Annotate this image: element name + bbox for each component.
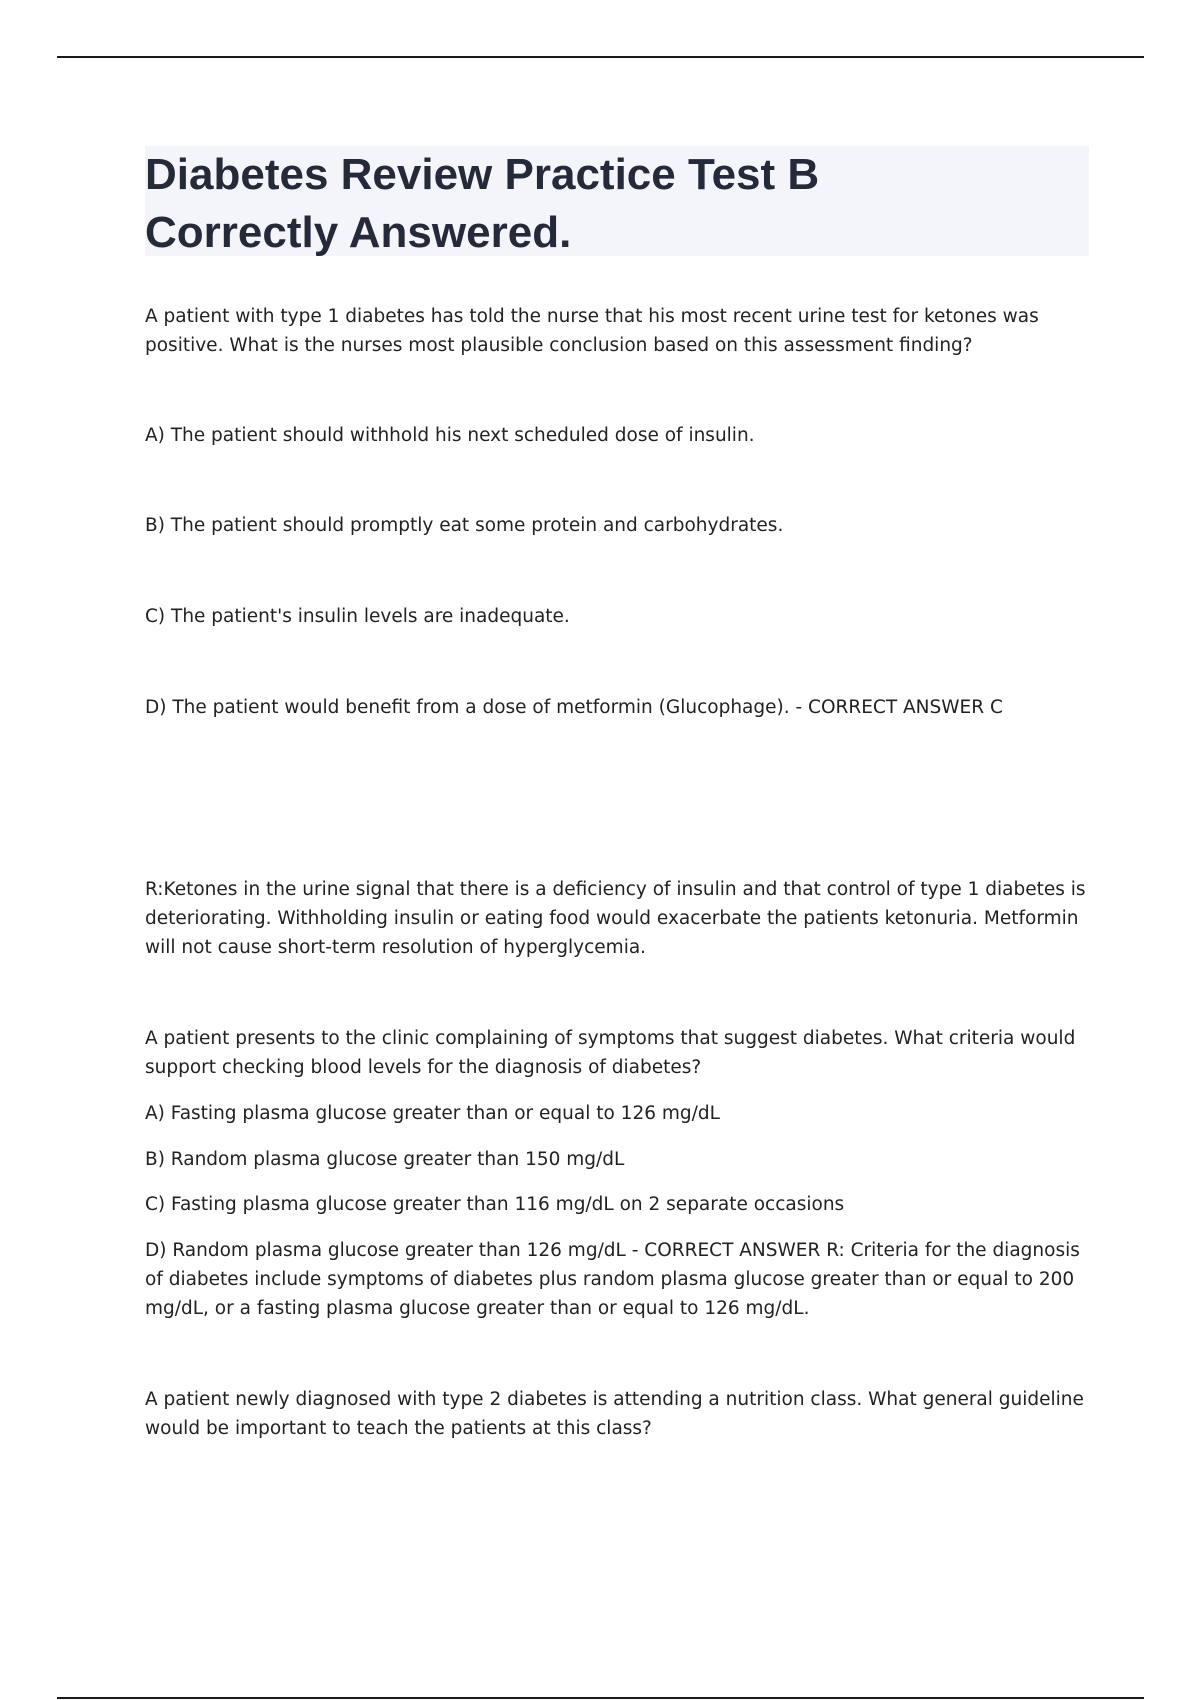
q1-option-b: B) The patient should promptly eat some protein and carbohydrates. — [145, 515, 784, 536]
title-line-2: Correctly Answered. — [145, 208, 572, 257]
document-title — [145, 146, 1089, 262]
bottom-divider — [57, 1697, 1144, 1699]
q1-rationale: R:Ketones in the urine signal that there is a deficiency of insulin and that control of type 1 diabetes is deteriorating. Withholding insulin or eating food would exacerbate the patients ketonuria. Metformin will not cause short-term resolution of hyperglycemia. — [145, 879, 1086, 958]
top-divider — [57, 56, 1144, 58]
q1-option-c: C) The patient's insulin levels are inadequate. — [145, 606, 570, 627]
q3-question: A patient newly diagnosed with type 2 diabetes is attending a nutrition class. What general guideline would be important to teach the patients at this class? — [145, 1389, 1084, 1439]
q1-question: A patient with type 1 diabetes has told the nurse that his most recent urine test for ketones was positive. What is the nurses most plausible conclusion based on this assessment finding? — [145, 306, 1039, 356]
q2-question: A patient presents to the clinic complaining of symptoms that suggest diabetes. What criteria would support checking blood levels for the diagnosis of diabetes? — [145, 1028, 1076, 1078]
q2-option-d: D) Random plasma glucose greater than 126 mg/dL - CORRECT ANSWER R: Criteria for the diagnosis of diabetes include symptoms of diabetes plus random plasma glucose greater than or equal to 200 mg/dL, or a fasting plasma glucose greater than or equal to 126 mg/dL. — [145, 1240, 1080, 1319]
q2-option-c: C) Fasting plasma glucose greater than 116 mg/dL on 2 separate occasions — [145, 1194, 845, 1215]
q1-option-a: A) The patient should withhold his next scheduled dose of insulin. — [145, 425, 755, 446]
title-line-1: Diabetes Review Practice Test B — [145, 150, 820, 199]
q1-option-d: D) The patient would benefit from a dose of metformin (Glucophage). - CORRECT ANSWER C — [145, 697, 1003, 718]
title-banner — [145, 146, 1089, 256]
q2-option-a: A) Fasting plasma glucose greater than or equal to 126 mg/dL — [145, 1103, 720, 1124]
q2-option-b: B) Random plasma glucose greater than 150 mg/dL — [145, 1149, 625, 1170]
